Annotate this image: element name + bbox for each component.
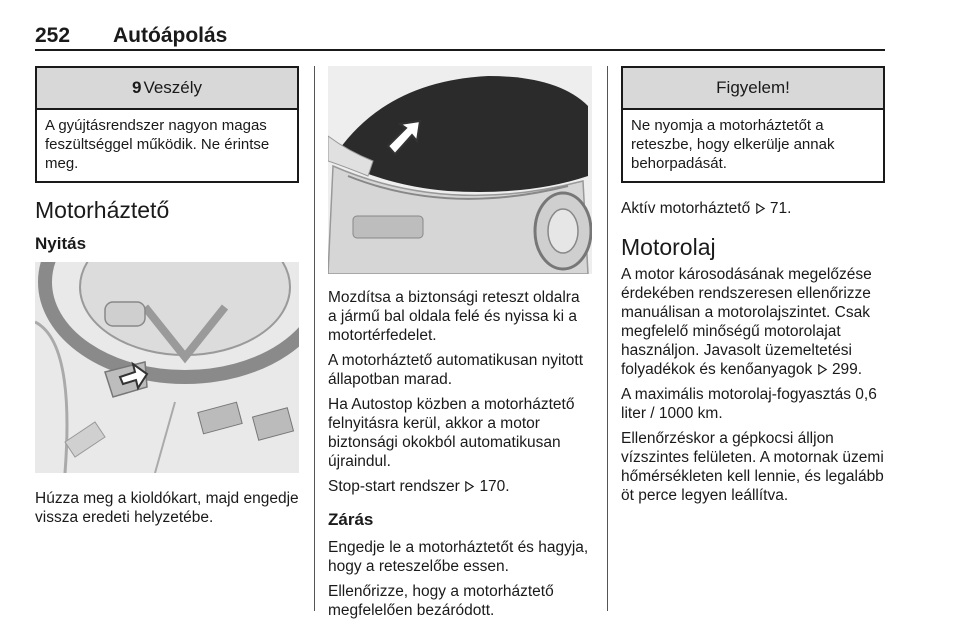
paragraph-oil-consumption: A maximális motorolaj-fogyasztás 0,6 liter / 1000 km. [621, 386, 877, 422]
column-left [35, 66, 299, 533]
section-heading-oil: Motorolaj [621, 234, 716, 260]
hood-latch-illustration [328, 66, 592, 274]
column-divider-2 [607, 66, 608, 611]
paragraph-move-latch: Mozdítsa a biztonsági reteszt oldalra a jármű bal oldala felé és nyissa ki a motortérfedelet. [328, 289, 580, 344]
paragraph-lower-hood: Engedje le a motorháztetőt és hagyja, hogy a reteszelőbe essen. [328, 539, 589, 575]
warning-box-header [37, 68, 297, 110]
stop-start-ref-text: Stop-start rendszer [328, 478, 460, 495]
oil-check-text: A motor károsodásának megelőzése érdekében rendszeresen ellenőrizze manuálisan a motorolajszintet. Csak megfelelő minőségű motorolajat használjon. Javasolt üzemeltetési folyadékok és kenőanyagok [621, 266, 872, 378]
warning-box [35, 66, 299, 183]
stop-start-ref-page: 170. [479, 478, 510, 495]
column-right [621, 66, 885, 511]
page-reference-icon [817, 364, 828, 375]
warning-title: Veszély [143, 78, 203, 97]
notice-title: Figyelem! [623, 68, 883, 110]
warning-text: A gyújtásrendszer nagyon magas feszültséggel működik. Ne érintse meg. [45, 117, 270, 172]
page-reference-icon [464, 481, 475, 492]
caption-release-lever: Húzza meg a kioldókart, majd engedje vissza eredeti helyzetébe. [35, 490, 299, 526]
page-number: 252 [35, 24, 71, 47]
paragraph-active-hood-ref [621, 199, 885, 218]
notice-box [621, 66, 885, 183]
running-title: Autóápolás [113, 24, 228, 47]
notice-text: Ne nyomja a motorháztetőt a reteszbe, hogy elkerülje annak behorpadását. [631, 117, 835, 172]
warning-icon: 9 [131, 78, 142, 97]
active-hood-ref-page: 71. [769, 200, 792, 217]
subheading-opening: Nyitás [35, 234, 87, 253]
column-middle [328, 66, 592, 626]
paragraph-stop-start-ref [328, 477, 592, 496]
oil-check-ref-page: 299. [831, 361, 863, 378]
paragraph-check-closed: Ellenőrizze, hogy a motorháztető megfelelően bezáródott. [328, 583, 554, 619]
section-heading-hood: Motorháztető [35, 197, 170, 223]
column-divider-1 [314, 66, 315, 611]
subheading-closing: Zárás [328, 510, 374, 529]
paragraph-autostop: Ha Autostop közben a motorháztető felnyitásra kerül, akkor a motor biztonsági okokból automatikusan újraindul. [328, 396, 575, 470]
page-reference-icon [755, 203, 766, 214]
active-hood-ref-text: Aktív motorháztető [621, 200, 751, 217]
release-lever-illustration [35, 262, 299, 473]
paragraph-stays-open: A motorháztető automatikusan nyitott állapotban marad. [328, 352, 584, 388]
header-rule [35, 49, 885, 51]
paragraph-oil-check-conditions: Ellenőrzéskor a gépkocsi álljon vízszintes felületen. A motornak üzemi hőmérsékleten kell lennie, és legalább öt perce legyen leállítva. [621, 430, 884, 504]
paragraph-oil-check [621, 265, 885, 379]
